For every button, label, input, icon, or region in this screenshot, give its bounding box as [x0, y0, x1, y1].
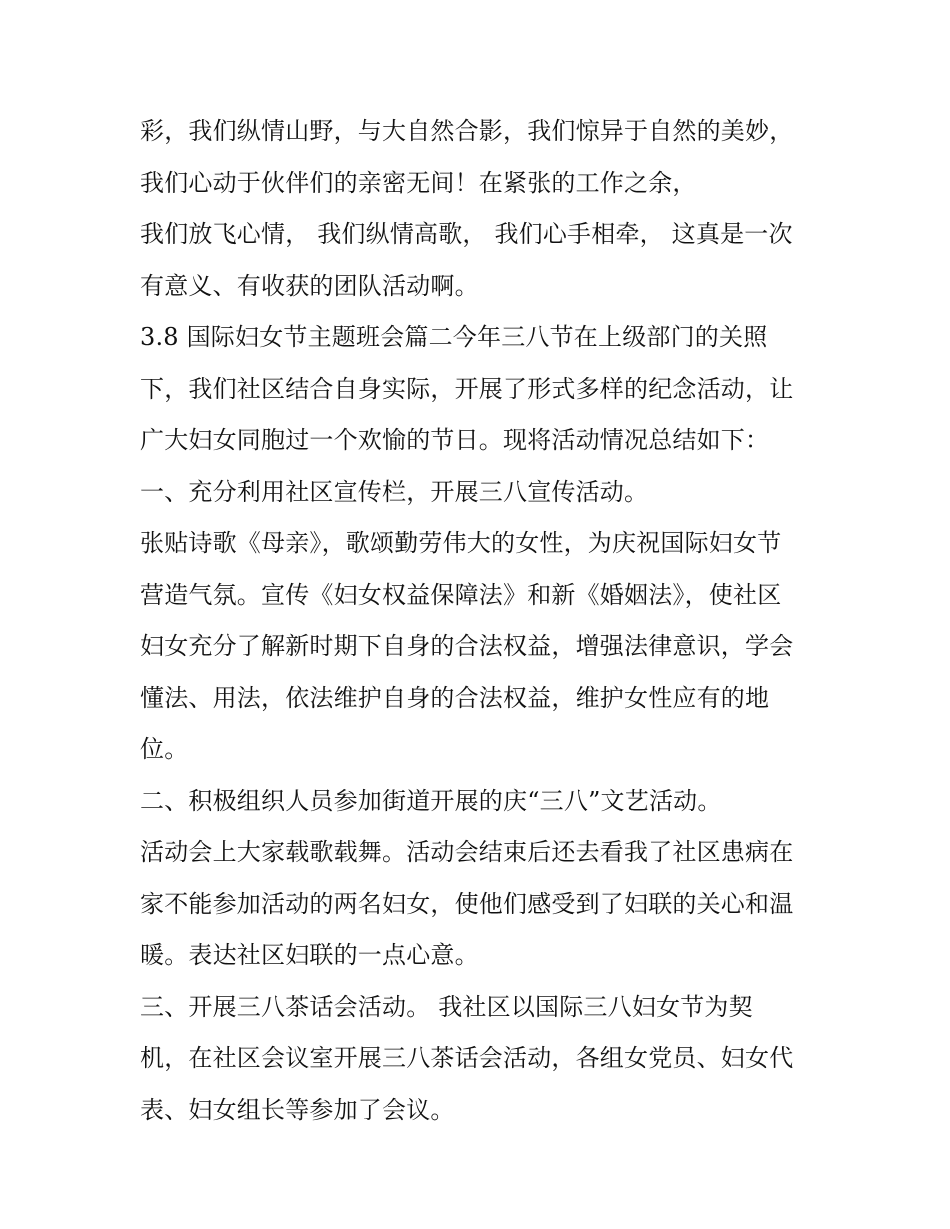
text-line: 我们放飞心情， 我们纵情高歌， 我们心手相牵， 这真是一次 — [140, 220, 793, 248]
document-body — [140, 106, 830, 1136]
text-line: 下，我们社区结合自身实际，开展了形式多样的纪念活动，让 — [140, 374, 794, 403]
text-line: 广大妇女同胞过一个欢愉的节日。现将活动情况总结如下： — [140, 426, 770, 454]
text-line: 表、妇女组长等参加了会议。 — [140, 1095, 455, 1124]
text-line: 家不能参加活动的两名妇女，使他们感受到了妇联的关心和温 — [140, 889, 794, 918]
text-line: 营造气氛。宣传《妇女权益保障法》和新《婚姻法》，使社区 — [140, 580, 782, 609]
text-line: 我们心动于伙伴们的亲密无间！在紧张的工作之余， — [140, 168, 697, 197]
text-line: 有意义、有收获的团队活动啊。 — [140, 271, 479, 300]
section-heading: 三、开展三八茶话会活动。 我社区以国际三八妇女节为契 — [140, 992, 753, 1021]
text-line: 暖。表达社区妇联的一点心意。 — [140, 941, 479, 969]
text-line: 机，在社区会议室开展三八茶话会活动，各组女党员、妇女代 — [140, 1044, 794, 1072]
section-heading: 一、充分利用社区宣传栏，开展三八宣传活动。 — [140, 477, 649, 506]
text-line: 懂法、用法，依法维护自身的合法权益，维护女性应有的地 — [140, 683, 770, 712]
section-heading: 二、积极组织人员参加街道开展的庆“三八”文艺活动。 — [140, 786, 722, 815]
text-line: 张贴诗歌《母亲》，歌颂勤劳伟大的女性，为庆祝国际妇女节 — [140, 529, 782, 557]
text-line: 彩，我们纵情山野，与大自然合影，我们惊异于自然的美妙， — [140, 117, 794, 145]
text-line: 妇女充分了解新时期下自身的合法权益，增强法律意识，学会 — [140, 632, 794, 660]
text-line: 活动会上大家载歌载舞。活动会结束后还去看我了社区患病在 — [140, 838, 794, 866]
text-line: 3.8 国际妇女节主题班会篇二今年三八节在上级部门的关照 — [140, 323, 768, 351]
text-line: 位。 — [140, 735, 189, 763]
